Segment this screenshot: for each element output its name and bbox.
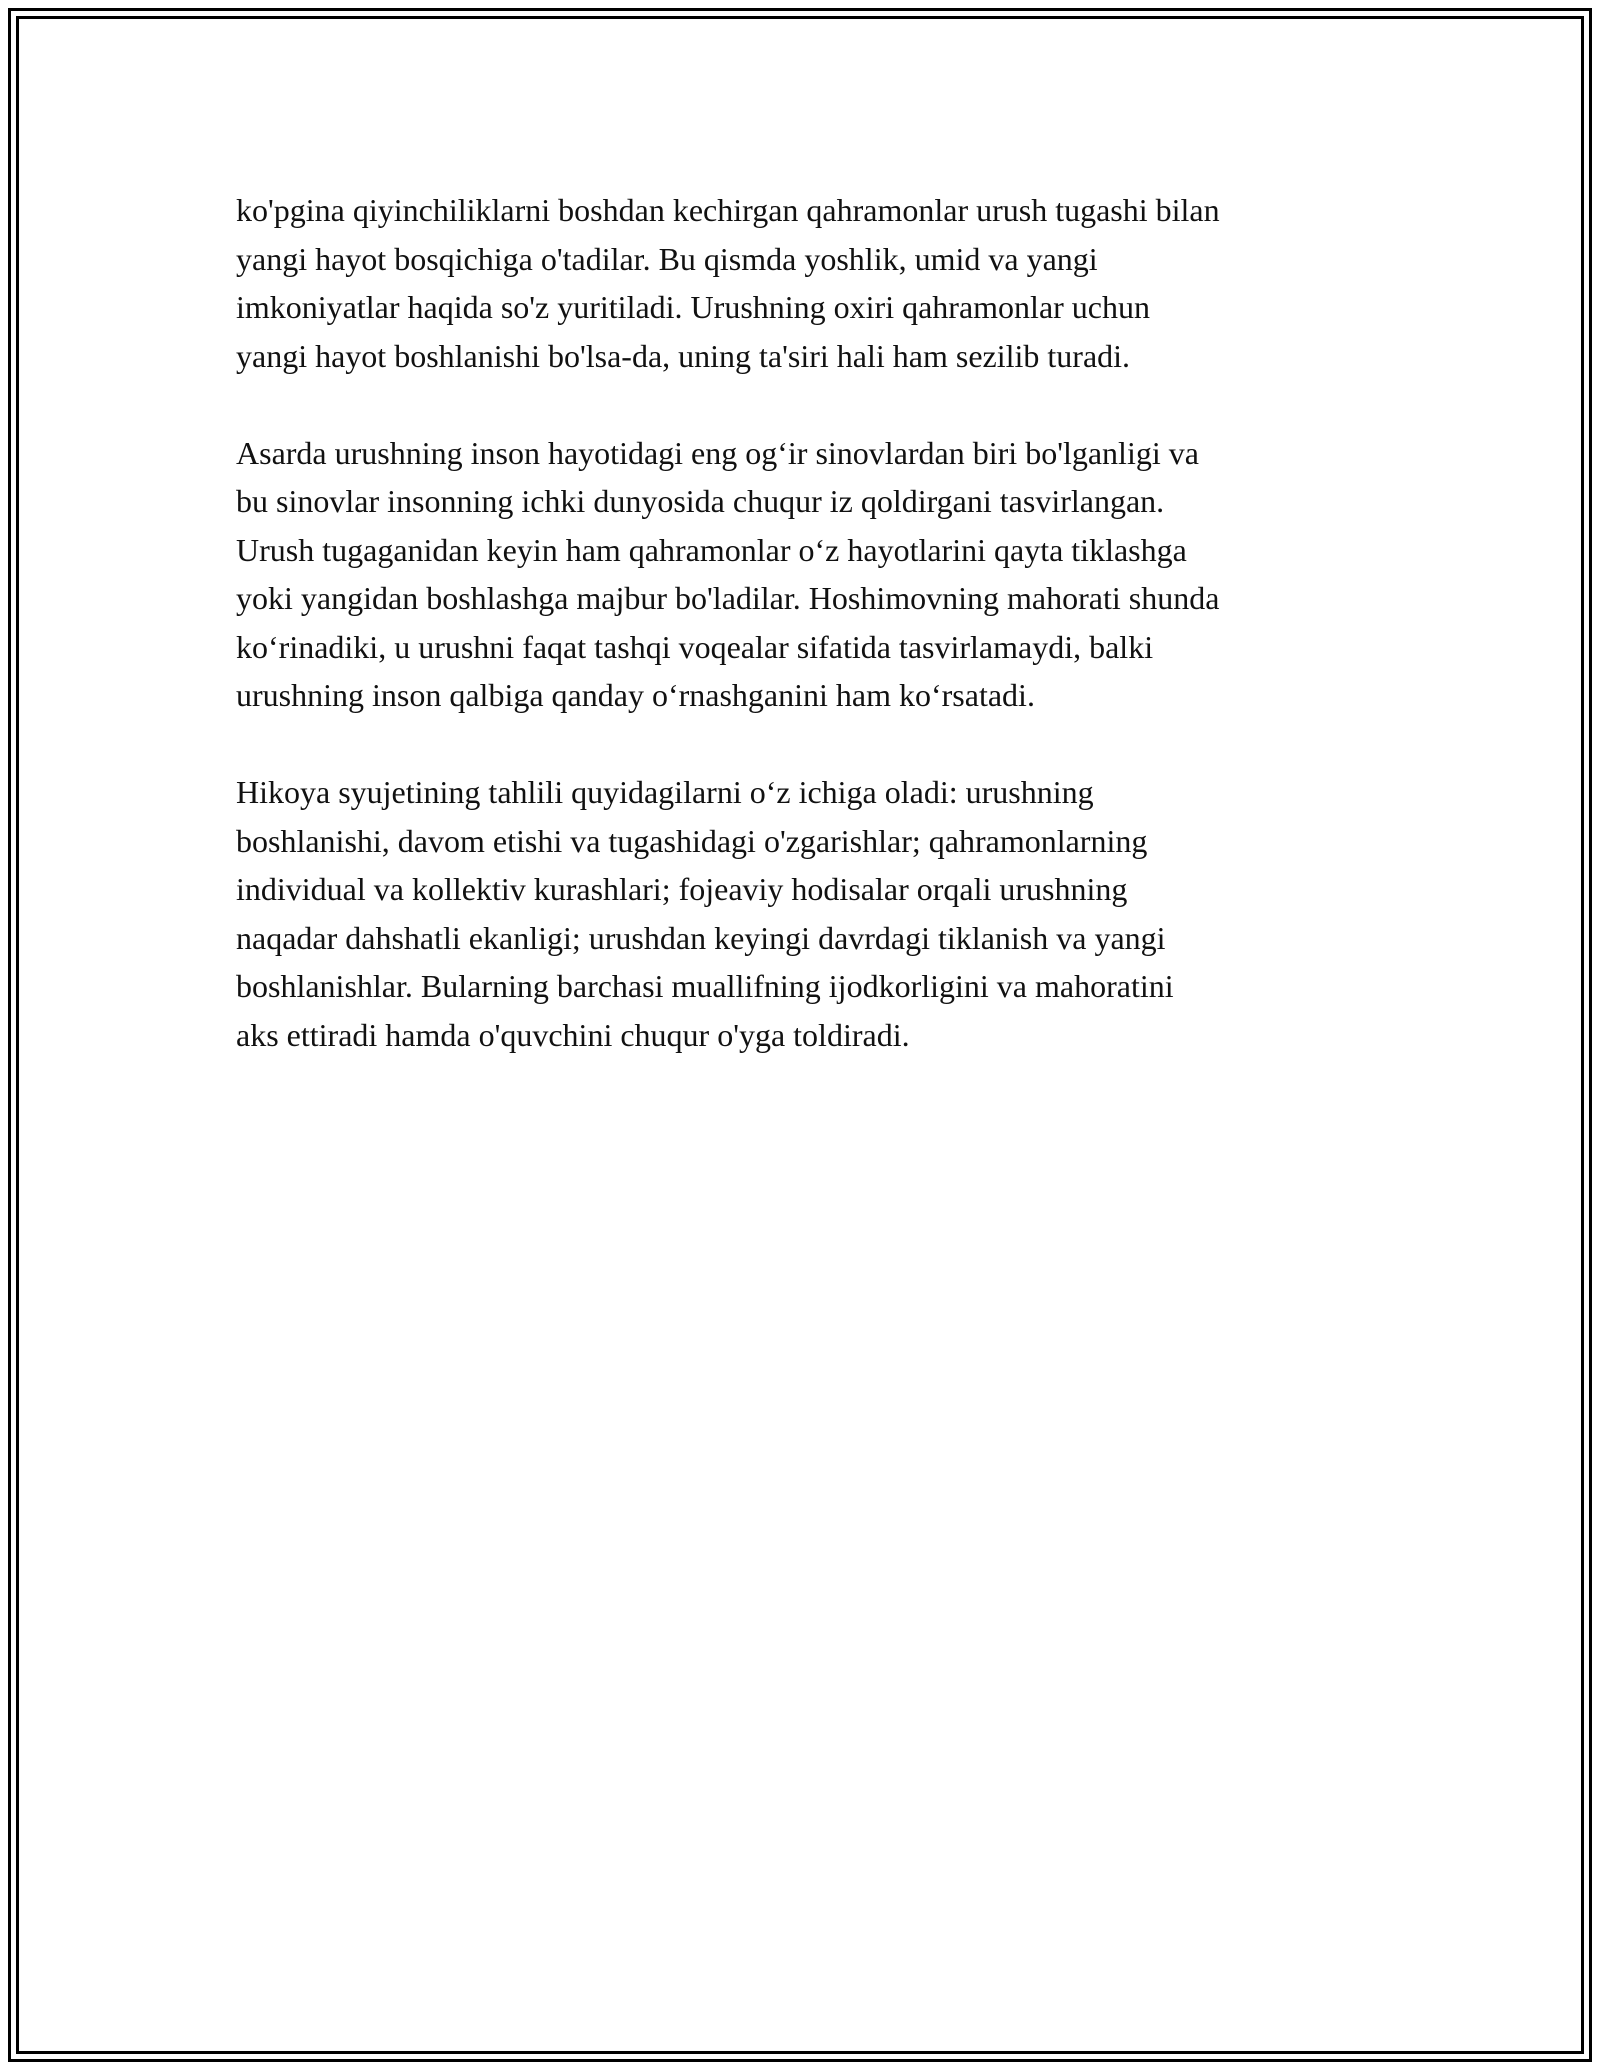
text-line: naqadar dahshatli ekanligi; urushdan keyingi davrdagi tiklanish va yangi: [236, 919, 1166, 956]
text-line: imkoniyatlar haqida so'z yuritiladi. Urushning oxiri qahramonlar uchun: [236, 289, 1150, 325]
paragraph-1: [236, 186, 1386, 380]
text-line: boshlanishi, davom etishi va tugashidagi o'zgarishlar; qahramonlarning: [236, 822, 1148, 859]
text-line: individual va kollektiv kurashlari; fojeaviy hodisalar orqali urushning: [236, 871, 1128, 907]
text-line: boshlanishlar. Bularning barchasi muallifning ijodkorligini va mahoratini: [236, 968, 1174, 1004]
text-line: ko‘rinadiki, u urushni faqat tashqi voqealar sifatida tasvirlamaydi, balki: [236, 628, 1154, 665]
text-line: Hikoya syujetining tahlili quyidagilarni o‘z ichiga oladi: urushning: [236, 774, 1094, 810]
text-line: yoki yangidan boshlashga majbur bo'ladilar. Hoshimovning mahorati shunda: [236, 580, 1220, 616]
text-line: yangi hayot boshlanishi bo'lsa-da, uning ta'siri hali ham sezilib turadi.: [236, 337, 1131, 374]
paragraph-2: [236, 429, 1386, 720]
text-line: yangi hayot bosqichiga o'tadilar. Bu qismda yoshlik, umid va yangi: [236, 240, 1098, 277]
text-line: bu sinovlar insonning ichki dunyosida chuqur iz qoldirgani tasvirlangan.: [236, 483, 1165, 519]
paragraph-3: [236, 768, 1386, 1059]
text-line: aks ettiradi hamda o'quvchini chuqur o'yga toldiradi.: [236, 1016, 910, 1053]
text-line: Urush tugaganidan keyin ham qahramonlar o‘z hayotlarini qayta tiklashga: [236, 531, 1187, 568]
text-line: Asarda urushning inson hayotidagi eng og‘ir sinovlardan biri bo'lganligi va: [236, 434, 1199, 471]
text-line: ko'pgina qiyinchiliklarni boshdan kechirgan qahramonlar urush tugashi bilan: [236, 192, 1220, 228]
text-line: urushning inson qalbiga qanday o‘rnashganini ham ko‘rsatadi.: [236, 677, 1035, 713]
document-body: [236, 186, 1386, 1108]
